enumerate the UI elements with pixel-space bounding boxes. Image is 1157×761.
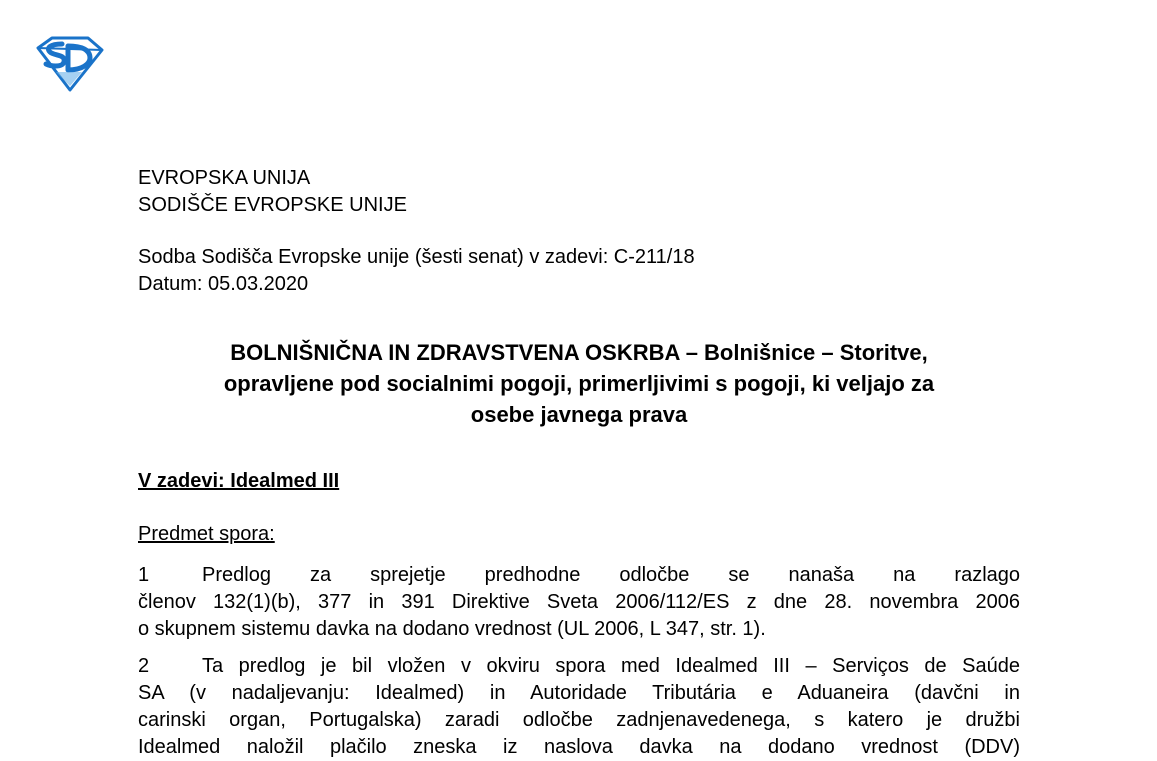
judgment-reference: Sodba Sodišča Evropske unije (šesti senat) v zadevi: C-211/18: [138, 246, 695, 268]
paragraph-line: členov 132(1)(b), 377 in 391 Direktive Sveta 2006/112/ES z dne 28. novembra 2006: [138, 591, 1020, 613]
paragraph-text: Predlog za sprejetje predhodne odločbe se nanaša na razlago: [202, 564, 1020, 586]
paragraph-number: 1: [138, 564, 150, 586]
title-line-1: BOLNIŠNIČNA IN ZDRAVSTVENA OSKRBA – Bolnišnice – Storitve,: [230, 340, 928, 365]
paragraph-line: [138, 562, 1020, 589]
court-diamond-logo-icon: [32, 34, 106, 92]
paragraph-line: carinski organ, Portugalska) zaradi odločbe zadnjenavedenega, s katero je družbi: [138, 709, 1020, 731]
paragraph-2: [138, 653, 1020, 761]
paragraph-line: [138, 653, 1020, 680]
org-line-eu: EVROPSKA UNIJA: [138, 167, 311, 189]
paragraph-line: Idealmed naložil plačilo zneska iz naslova davka na dodano vrednost (DDV): [138, 736, 1020, 758]
title-line-3: osebe javnega prava: [470, 402, 688, 427]
paragraph-line: o skupnem sistemu davka na dodano vrednost (UL 2006, L 347, str. 1).: [138, 618, 766, 640]
case-heading: V zadevi: Idealmed III: [138, 470, 340, 492]
subject-heading: Predmet spora:: [138, 523, 275, 545]
court-identification: [138, 165, 1020, 219]
paragraph-number: 2: [138, 655, 150, 677]
paragraph-text: Ta predlog je bil vložen v okviru spora med Idealmed III – Serviços de Saúde: [202, 655, 1020, 677]
org-line-court: SODIŠČE EVROPSKE UNIJE: [138, 194, 407, 216]
document-title: [138, 337, 1020, 430]
paragraph-line: SA (v nadaljevanju: Idealmed) in Autoridade Tributária e Aduaneira (davčni in: [138, 682, 1020, 704]
paragraph-1: [138, 562, 1020, 643]
title-line-2: opravljene pod socialnimi pogoji, primerljivimi s pogoji, ki veljajo za: [223, 371, 935, 396]
judgment-date: Datum: 05.03.2020: [138, 273, 309, 295]
case-info: [138, 244, 1020, 298]
